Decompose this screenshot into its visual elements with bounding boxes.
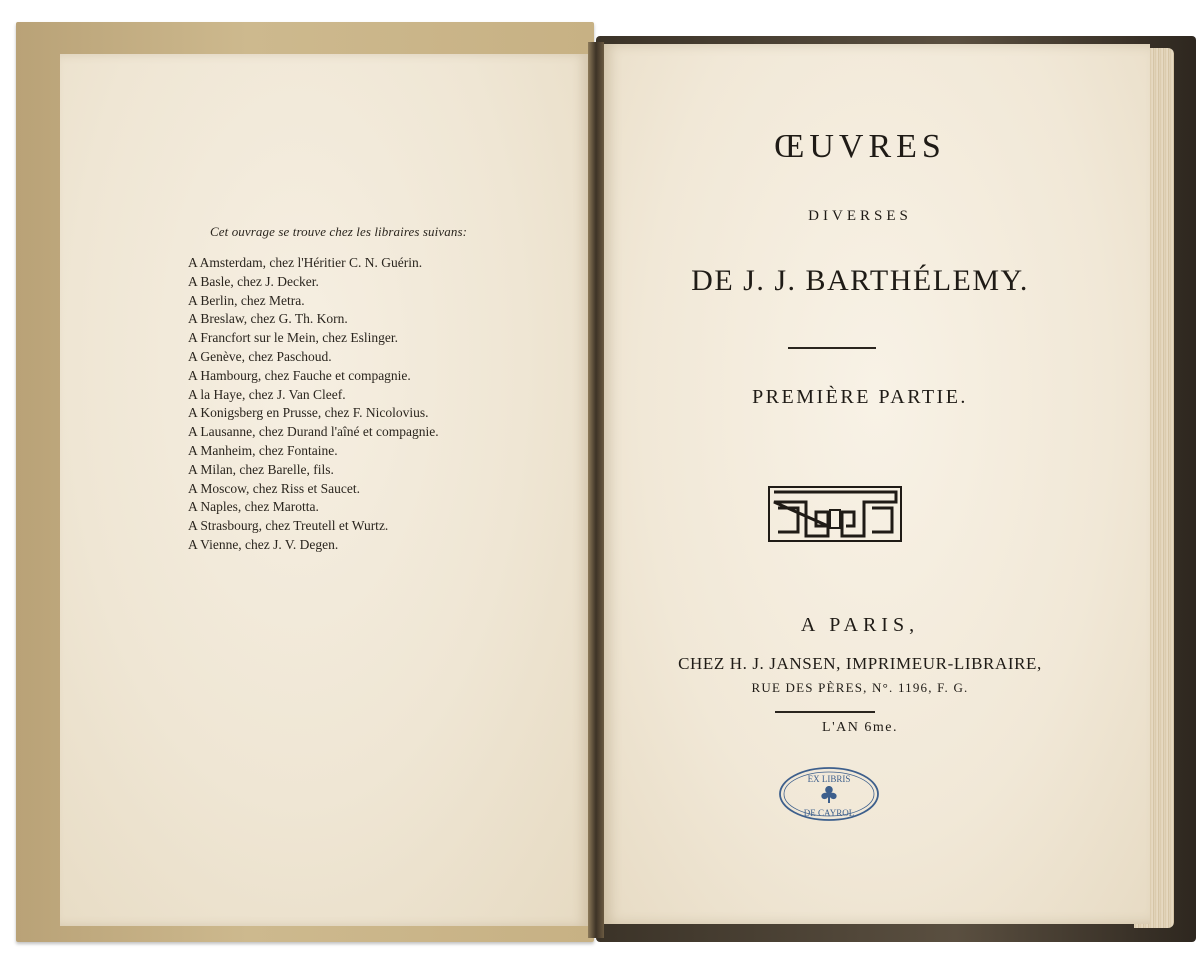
imprint-publisher: CHEZ H. J. JANSEN, IMPRIMEUR-LIBRAIRE, — [678, 654, 1042, 673]
bookseller-item: A la Haye, chez J. Van Cleef. — [188, 386, 346, 402]
bookseller-item: A Genève, chez Paschoud. — [188, 348, 332, 364]
imprint-year: L'AN 6me. — [822, 720, 898, 735]
bookseller-item: A Amsterdam, chez l'Héritier C. N. Guérin. — [188, 255, 423, 270]
stamp-line2: DE CAYROL — [803, 808, 855, 818]
title-rule — [788, 347, 876, 349]
bookseller-item: A Vienne, chez J. V. Degen. — [188, 536, 339, 552]
title-author: DE J. J. BARTHÉLEMY. — [691, 264, 1029, 297]
bookseller-item: A Hambourg, chez Fauche et compagnie. — [188, 367, 411, 383]
bookseller-item: A Milan, chez Barelle, fils. — [188, 461, 334, 477]
book-gutter — [588, 42, 604, 938]
title-diverses: DIVERSES — [808, 208, 912, 224]
bookseller-item: A Manheim, chez Fontaine. — [188, 442, 338, 458]
imprint-address: RUE DES PÈRES, N°. 1196, F. G. — [751, 680, 969, 695]
bookseller-item: A Berlin, chez Metra. — [188, 292, 305, 308]
ex-libris-stamp — [778, 766, 880, 822]
imprint-rule — [775, 711, 875, 713]
bookseller-item: A Breslaw, chez G. Th. Korn. — [188, 311, 348, 327]
greek-key-ornament — [768, 486, 902, 542]
title-part: PREMIÈRE PARTIE. — [752, 386, 968, 408]
bookseller-item: A Naples, chez Marotta. — [188, 499, 319, 515]
title-oeuvres: ŒUVRES — [774, 128, 946, 165]
booksellers-block — [188, 224, 548, 555]
imprint-place: A PARIS, — [800, 614, 920, 636]
bookseller-item: A Lausanne, chez Durand l'aîné et compagnie. — [188, 424, 439, 440]
bookseller-item: A Francfort sur le Mein, chez Eslinger. — [188, 330, 398, 346]
bookseller-item: A Konigsberg en Prusse, chez F. Nicolovius. — [188, 405, 429, 421]
bookseller-item: A Moscow, chez Riss et Saucet. — [188, 480, 360, 496]
bookseller-item: A Strasbourg, chez Treutell et Wurtz. — [188, 518, 389, 534]
booksellers-intro: Cet ouvrage se trouve chez les libraires suivans: — [210, 224, 468, 239]
bookseller-item: A Basle, chez J. Decker. — [188, 273, 319, 289]
stamp-line1: EX LIBRIS — [807, 774, 851, 784]
booksellers-list — [188, 254, 548, 555]
